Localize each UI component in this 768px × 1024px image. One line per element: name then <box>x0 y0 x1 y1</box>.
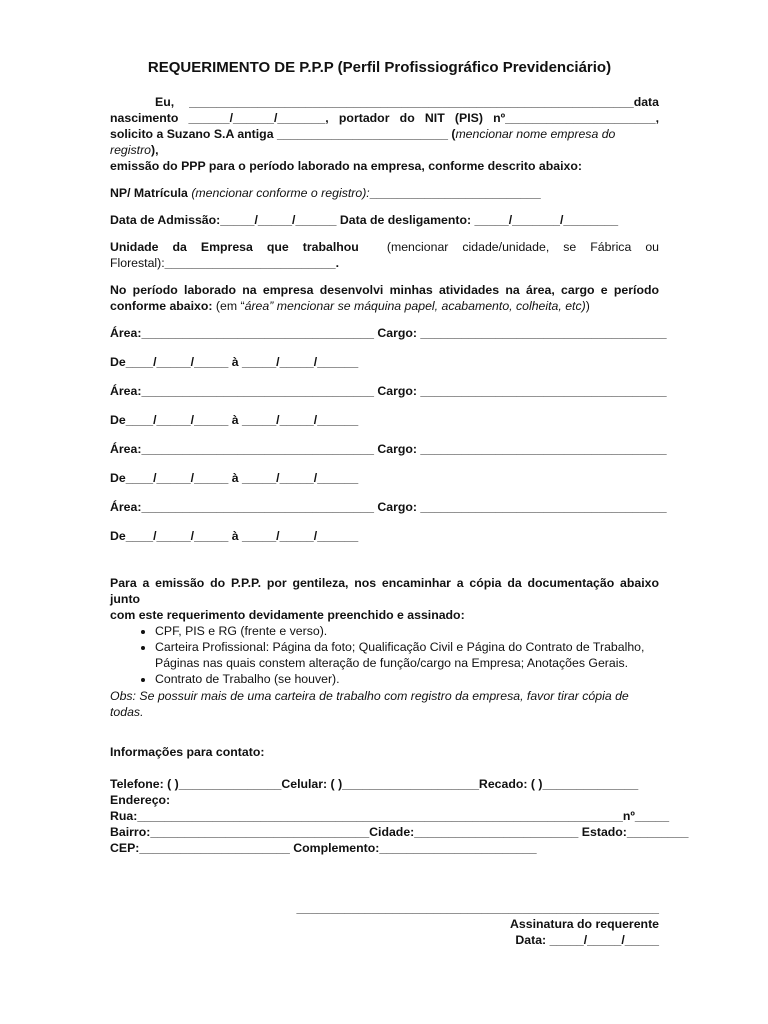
endereco-label: Endereço: <box>110 793 171 807</box>
assinatura-block <box>110 900 659 948</box>
telefone-field: Telefone: ( )_______________Celular: ( )____________________Recado: ( )______________ <box>110 777 639 791</box>
datas-field: Data de Admissão:_____/_____/______ Data de desligamento: _____/_______/________ <box>110 213 619 227</box>
intro-line-3-a: solicito a Suzano S.A antiga _________________________ ( <box>110 127 456 141</box>
intro-line-3-b: ), <box>151 143 159 157</box>
documentos-list <box>110 623 659 687</box>
periodo-line-2-a: conforme abaixo: <box>110 299 213 313</box>
documentos-obs: Obs: Se possuir mais de uma carteira de trabalho com registro da empresa, favor tirar cópia de todas. <box>110 689 629 719</box>
list-item: • Contrato de Trabalho (se houver). <box>155 671 659 687</box>
unidade-blank: _________________________. <box>164 256 340 270</box>
periodo-paragraph <box>110 282 659 314</box>
area-row <box>110 383 667 399</box>
intro-line-1: Eu, _________________________________________________________________data <box>155 95 659 109</box>
matricula-blank: _________________________ <box>369 186 541 200</box>
periodo-line-2-b: (em “ <box>212 299 245 313</box>
periodo-row: De____/_____/_____ à _____/_____/______ <box>110 529 359 543</box>
unidade-line-2 <box>110 255 659 271</box>
cargo-field: Cargo: ____________________________________ <box>377 500 667 514</box>
intro-line-3-italic: mencionar nome empresa do registro <box>110 127 616 157</box>
area-row <box>110 499 667 515</box>
unidade-hint: (mencionar cidade/unidade, se Fábrica ou <box>386 240 659 254</box>
documentos-section <box>110 575 659 720</box>
area-field: Área:__________________________________ <box>110 326 374 340</box>
assinatura-data: Data: _____/_____/_____ <box>515 933 659 947</box>
assinatura-line: _____________________________________________________ <box>296 901 659 915</box>
area-rows <box>110 325 667 544</box>
list-item: • CPF, PIS e RG (frente e verso). <box>155 623 659 639</box>
matricula-hint: (mencionar conforme o registro): <box>191 186 370 200</box>
area-row <box>110 441 667 457</box>
intro-line-2: nascimento ______/______/_______, portador do NIT (PIS) nº______________________, <box>110 111 659 125</box>
list-item: • Carteira Profissional: Página da foto; Qualificação Civil e Página do Contrato de Trabalho, Páginas nas quais constem alteração de função/cargo na Empresa; Anotações Gerais. <box>155 639 659 671</box>
cargo-field: Cargo: ____________________________________ <box>377 384 667 398</box>
document-page <box>110 59 689 948</box>
area-field: Área:__________________________________ <box>110 500 374 514</box>
cargo-field: Cargo: ____________________________________ <box>377 326 667 340</box>
documentos-line-1: Para a emissão do P.P.P. por gentileza, nos encaminhar a cópia da documentação abaixo junto <box>110 576 659 606</box>
periodo-line-2: conforme abaixo: (em “área” mencionar se máquina papel, acabamento, colheita, etc)) <box>110 299 590 313</box>
intro-line-3 <box>110 126 659 158</box>
intro-paragraph <box>110 94 659 174</box>
bairro-field: Bairro:________________________________Cidade:________________________ Estado:_________ <box>110 825 689 839</box>
cep-field: CEP:______________________ Complemento:_______________________ <box>110 841 537 855</box>
cargo-field: Cargo: ____________________________________ <box>377 442 667 456</box>
documentos-line-2: com este requerimento devidamente preenchido e assinado: <box>110 608 465 622</box>
unidade-label: Unidade da Empresa que trabalhou <box>110 240 373 254</box>
periodo-line-2-d: mencionar se máquina papel, acabamento, colheita, etc) <box>276 299 586 313</box>
unidade-hint-2: Florestal): <box>110 256 165 270</box>
area-field: Área:__________________________________ <box>110 384 374 398</box>
periodo-row: De____/_____/_____ à _____/_____/______ <box>110 355 359 369</box>
area-field: Área:__________________________________ <box>110 442 374 456</box>
contato-section <box>110 744 689 856</box>
intro-line-4: emissão do PPP para o período laborado na empresa, conforme descrito abaixo: <box>110 159 582 173</box>
matricula-label: NP/ Matrícula <box>110 186 192 200</box>
area-row <box>110 325 667 341</box>
periodo-line-1: No período laborado na empresa desenvolvi minhas atividades na área, cargo e período <box>110 283 659 297</box>
periodo-line-2-c: área” <box>244 299 277 313</box>
rua-field: Rua:_______________________________________________________________________nº_____ <box>110 809 670 823</box>
document-title: REQUERIMENTO DE P.P.P (Perfil Profissiográfico Previdenciário) <box>147 59 612 76</box>
periodo-row: De____/_____/_____ à _____/_____/______ <box>110 471 359 485</box>
assinatura-label: Assinatura do requerente <box>510 917 659 931</box>
unidade-field <box>110 239 659 271</box>
periodo-row: De____/_____/_____ à _____/_____/______ <box>110 413 359 427</box>
matricula-field <box>110 185 659 201</box>
unidade-line-1 <box>110 239 659 255</box>
contato-heading: Informações para contato: <box>110 745 265 759</box>
